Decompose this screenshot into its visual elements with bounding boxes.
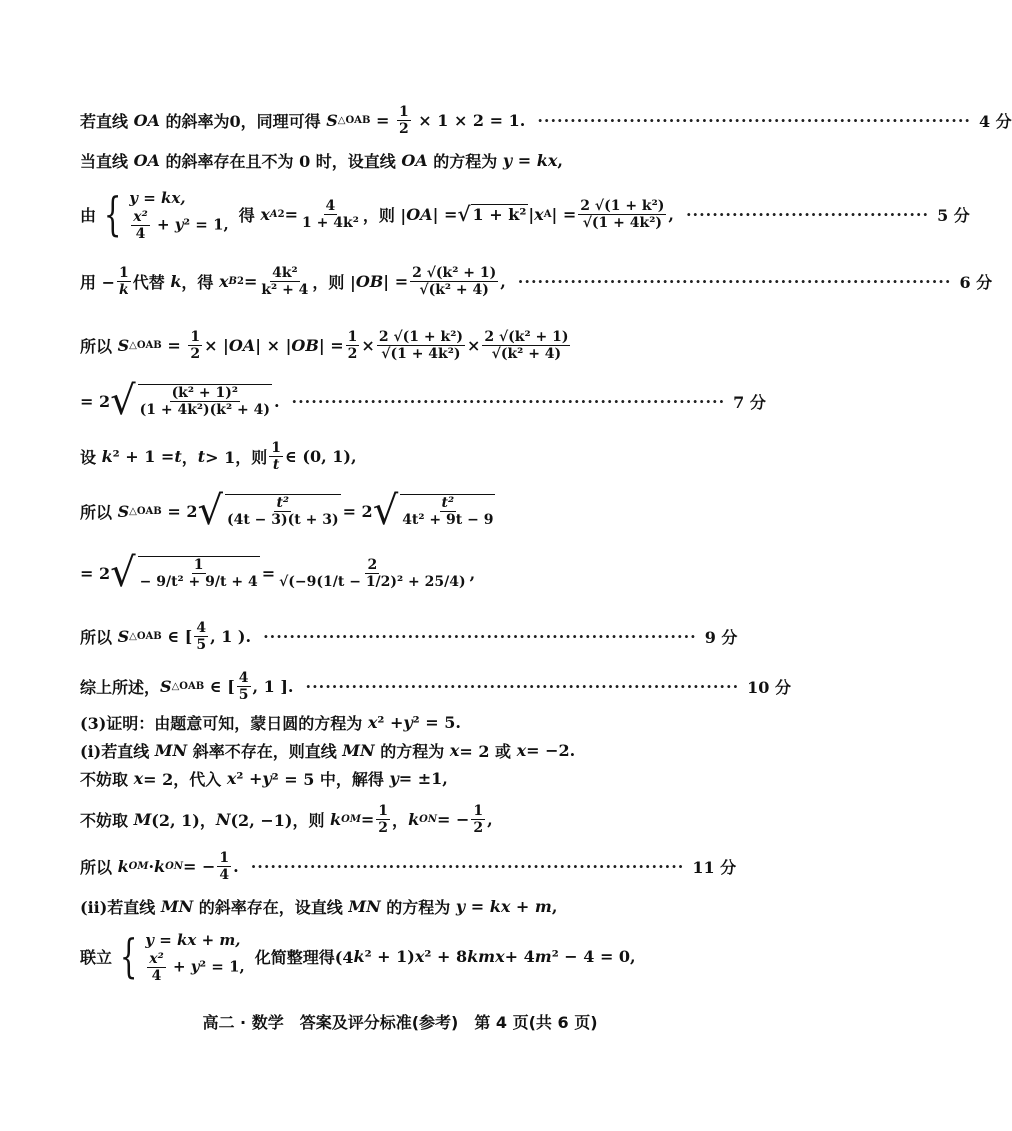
solution-line-11 [80, 666, 791, 706]
score-leader-dots: ·································································· [263, 626, 697, 646]
line-text: 设 k ² + 1 = t ， t > 1，则 $\frac{1}{t}$ ∈ (0, 1), [80, 439, 357, 473]
solution-line-6 [80, 378, 766, 424]
score-leader-dots: ·································································· [537, 110, 971, 130]
line-text: 联立 { y = kx + m, $\frac{\text{x²}}{4}$ + y² = 1, 化简整理得(4 k ² + 1) x ² + 8 kmx + 4 m ² − 4 = 0, [80, 929, 636, 984]
system-brace: { [119, 929, 138, 983]
line-text: = 2 √ $\frac{1}{\text{− 9/t² + 9/t + 4}}$ = $\frac{2}{\text{√(−9(1/t − 1/2)² + 25/4)}}$ , [80, 550, 476, 596]
line-text: (ii)若直线 MN 的斜率存在，设直线 MN 的方程为 y = kx + m , [80, 896, 558, 917]
score-leader-dots: ·································································· [517, 271, 952, 291]
score-leader-dots: ····································· [685, 204, 930, 224]
score-label: 11 分 [692, 857, 737, 877]
score-leader-dots: ·································································· [305, 676, 740, 696]
solution-line-10 [80, 616, 738, 656]
page-footer: 高二 · 数学 答案及评分标准(参考) 第 4 页(共 6 页) [202, 1013, 598, 1032]
line-text: 所以 S △OAB ∈ [ $\frac{4}{5}$ , 1 ). [80, 619, 252, 653]
solution-line-13 [80, 738, 730, 762]
score-label: 7 分 [733, 392, 766, 412]
line-text: (i)若直线 MN 斜率不存在，则直线 MN 的方程为 x = 2 或 x = −2. [80, 740, 576, 761]
line-text: 若直线 OA 的斜率为0，同理可得 S △OAB = $\frac{1}{2}$ × 1 × 2 = 1. [80, 103, 526, 137]
line-text: 不妨取 x = 2，代入 x ² + y ² = 5 中，解得 y = ±1, [80, 768, 448, 789]
line-text: 所以 k OM · k ON = − $\frac{1}{4}$ . [80, 849, 239, 883]
score-label: 10 分 [747, 677, 791, 697]
solution-line-9 [80, 540, 730, 606]
line-text: 综上所述， S △OAB ∈ [ $\frac{4}{5}$ , 1 ]. [80, 669, 294, 703]
score-label: 9 分 [704, 627, 738, 647]
line-text: (3)证明：由题意可知，蒙日圆的方程为 x ² + y ² = 5. [80, 712, 461, 733]
solution-line-7 [80, 436, 730, 476]
solution-line-3 [80, 186, 970, 242]
solution-line-4 [80, 258, 993, 304]
solution-line-12 [80, 710, 730, 734]
score-label: 5 分 [937, 205, 970, 225]
score-leader-dots: ·································································· [250, 856, 685, 876]
system-brace: { [103, 187, 122, 241]
score-label: 4 分 [978, 111, 1012, 131]
solution-line-14 [80, 766, 730, 790]
solution-line-8 [80, 488, 730, 534]
score-leader-dots: ·································································· [291, 391, 726, 411]
score-label: 6 分 [959, 272, 993, 292]
equation-system: y = kx + m, $\frac{\text{x²}}{4}$ + y² = 1, [145, 930, 245, 984]
solution-line-2 [80, 148, 730, 172]
equation-system: y = kx, $\frac{\text{x²}}{4}$ + y² = 1, [129, 188, 229, 242]
line-text: 用 − $\frac{1}{k}$ 代替 k ，得 x B 2 = $\frac{\text{4k²}}{\text{k² + 4}}$ ，则 | OB | = $\frac{\text{2 √(k² + 1)}}{\text{√(k² + 4)}}$ , [80, 264, 506, 298]
solution-line-17 [80, 894, 730, 918]
line-text: 所以 S △OAB = $\frac{1}{2}$ × | OA | × | OB | = $\frac{1}{2}$ × $\frac{\text{2 √(1 + k²)}}{\text{√(1 + 4k²)}}$ × $\frac{\text{2 √(k² + 1)}}{\text{√(k² + 4)}}$ [80, 328, 569, 362]
line-text: 所以 S △OAB = 2 √ $\frac{\text{t²}}{(4t - 3)(t + 3)}$ = 2 √ $\frac{\text{t²}}{\text{4t² + 9t − 9}}$ [80, 488, 494, 534]
line-text: 由 { y = kx, $\frac{\text{x²}}{4}$ + y² = 1, 得 x A 2 = $\frac{4}{\text{1 + 4k²}}$ ，则 | OA | = √ 1 + k² | x A | = $\frac{\text{2 √(1 + k²)}}{\text{√(1 + 4k²)}}$ , [80, 187, 674, 242]
line-text: = 2 √ $\frac{\text{(k² + 1)²}}{\text{(1 + 4k²)(k² + 4)}}$ . [80, 378, 280, 424]
line-text: 当直线 OA 的斜率存在且不为 0 时，设直线 OA 的方程为 y = kx , [80, 150, 563, 171]
solution-line-5 [80, 320, 730, 370]
solution-line-1 [80, 103, 1012, 137]
solution-line-18 [80, 926, 730, 986]
line-text: 不妨取 M (2, 1)， N (2, −1)，则 k OM = $\frac{1}{2}$ ， k ON = − $\frac{1}{2}$ , [80, 802, 493, 836]
solution-line-16 [80, 846, 737, 886]
solution-line-15 [80, 798, 730, 840]
